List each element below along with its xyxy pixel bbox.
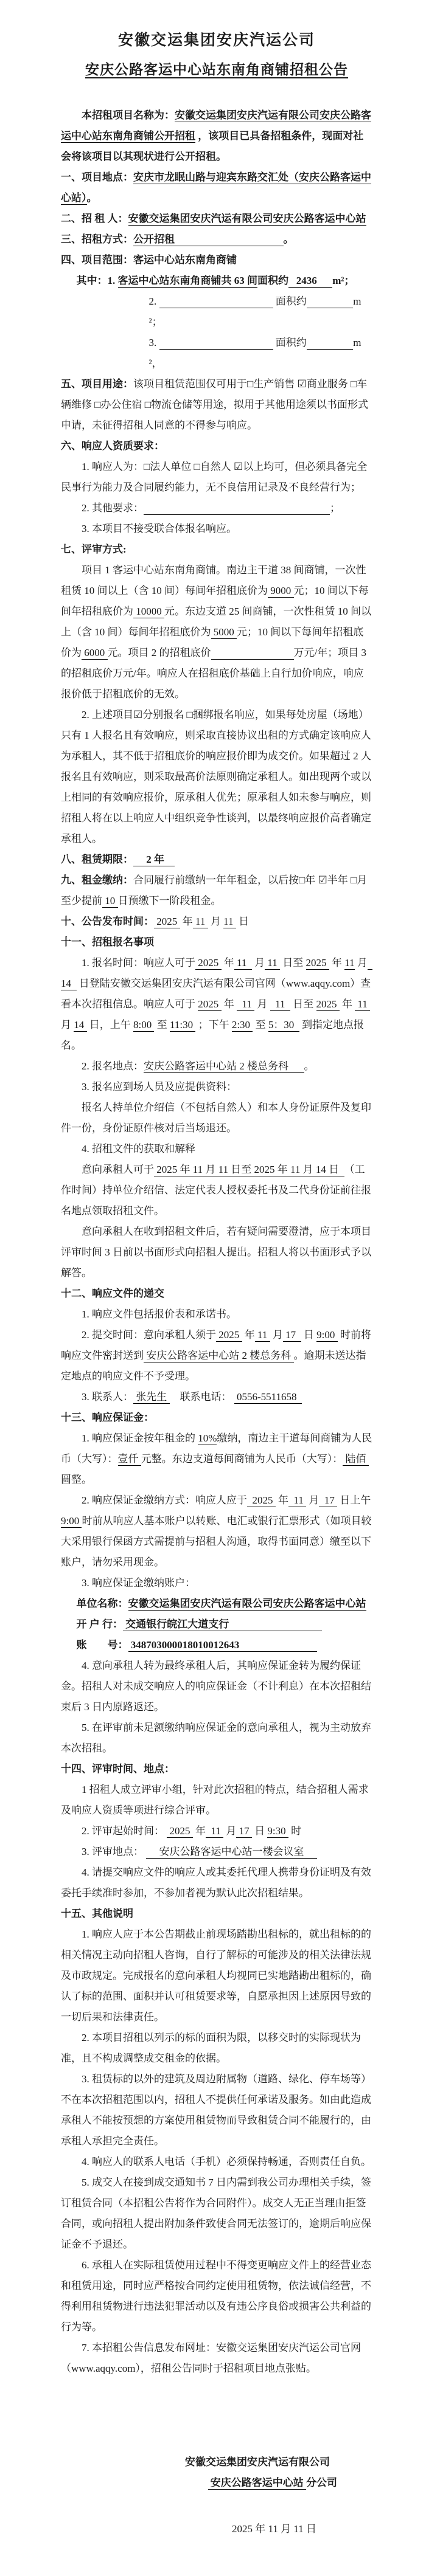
text-run: 3.: [148, 337, 159, 348]
section-4-scope: [61, 250, 372, 271]
text-run: 。: [86, 192, 97, 204]
section-12-response-docs: [61, 1283, 372, 1304]
deposit-item-5: [61, 1718, 372, 1759]
text-run: 十一、招租报名事项: [61, 936, 154, 948]
text-run: 11: [355, 998, 371, 1010]
text-run: 2025: [195, 957, 222, 969]
page-subtitle: 安庆公路客运中心站东南角商铺招租公告: [85, 61, 348, 77]
text-run: 4. 招租文件的获取和解释: [82, 1143, 195, 1155]
qualification-item-3: [61, 519, 372, 539]
text-run: 月: [306, 1494, 320, 1506]
response-docs-item-1: [61, 1304, 372, 1325]
text-run: 2. 本项目招租以列示的标的面积为限，以移交时的实际现状为准，且不构成调整成交租金的依据。: [61, 2032, 361, 2064]
text-run: 9:30: [267, 1825, 288, 1837]
signup-item-4: [61, 1139, 372, 1159]
account-number-line: [61, 1635, 372, 1656]
text-run: 11: [237, 998, 255, 1010]
qualification-item-2: [61, 498, 372, 519]
text-run: 3. 联系人：: [82, 1391, 133, 1403]
text-run: 九、租金缴纳：: [61, 874, 133, 886]
response-docs-item-2: [61, 1325, 372, 1387]
text-run: 6. 承租人在实际租赁使用过程中不得变更响应文件上的经营业态和租赁用途，同时应严格按合同约定使用租赁物，依法诚信经营，不得利用租赁物进行违法犯罪活动以及有违公序良俗或损害公共利益的行为等。: [61, 2259, 371, 2333]
footer-branch-line: [61, 2473, 372, 2493]
text-run: 圆整。: [61, 1474, 92, 1485]
review-method-item-2: [61, 705, 372, 849]
text-run: 七、评审方式:: [61, 544, 127, 555]
text-run: 2025: [216, 1329, 242, 1341]
text-run: 。: [304, 1060, 315, 1072]
text-run: 十四、评审时间、地点：: [61, 1763, 175, 1775]
text-run: 2. 其他要求：: [82, 502, 144, 514]
text-run: 日上午: [337, 1494, 374, 1506]
text-run: 2025: [198, 998, 222, 1010]
text-run: 1. 响应保证金按年租金的: [82, 1432, 198, 1444]
signup-item-3-detail: [61, 1097, 372, 1139]
text-run: 安庆公路客运中心站: [208, 2477, 306, 2488]
text-run: 2. 上述项目☑分别报名 □捆绑报名响应，如果每处房屋（场地）只有 1 人报名且有效响应，则采取直接协议出租的方式确定该响应人为承租人，其不低于招租底价的响应报价即为成交价。如果超过 2 人报名且有效响应，则采取最高价法原则确定承租人。如出现两个或以上相同的有效响应报价，原承租人优先；原承租人如未参与响应，则招租人将在以上响应人中组织竞争性谈判，以最终响应报价高者确定承租人。: [61, 709, 371, 844]
text-run: 缴纳，南边主干道每间商铺为人民币（大写）：: [61, 1432, 372, 1465]
text-run: 0556-5511658: [234, 1391, 302, 1403]
text-run: 4. 请提交响应文件的响应人或其委托代理人携带身份证明及有效委托手续准时参加，不参加者视为默认此次招租结果。: [61, 1866, 371, 1899]
text-run: 年: [221, 957, 234, 969]
text-run: 11: [254, 1329, 270, 1341]
section-3-method: [61, 229, 372, 250]
text-run: 日预缴下一阶段租金。: [117, 895, 222, 906]
account-bank-line: [61, 1614, 372, 1635]
text-run: 年: [221, 998, 237, 1010]
text-run: 至: [253, 1019, 268, 1031]
text-run: 面积约: [257, 275, 288, 286]
text-run: 5. 成交人在接到成交通知书 7 日内需到我公司办理相关手续，签订租赁合同（本招租公告将作为合同附件）。成交人无正当理由拒签合同，或向招租人提出附加条件致使合同无法签订的，逾期后响应保证金不予退还。: [61, 2177, 371, 2250]
other-note-5: [61, 2172, 372, 2255]
text-run: 十、公告发布时间：: [61, 916, 154, 927]
text-run: 意向承租人在收到招租文件后，若有疑问需要澄清，应于本项目评审时间 3 日前以书面形式向招租人提出。招租人将以书面形式予以解答。: [61, 1226, 371, 1279]
signup-item-3: [61, 1077, 372, 1097]
text-run: 日至: [290, 998, 316, 1010]
text-run: 月: [61, 998, 373, 1031]
other-note-6: [61, 2255, 372, 2338]
section-15-other-notes: [61, 1904, 372, 1924]
text-run: 十三、响应保证金：: [61, 1412, 154, 1423]
section-9-rent-payment: [61, 870, 372, 911]
section-6-qualification: [61, 436, 372, 457]
text-run: 至: [154, 1019, 170, 1031]
text-run: 3. 租赁标的以外的建筑及周边附属物（道路、绿化、停车场等）不在本次招租范围以内，招租人不提供任何承诺及服务。如由此造成承租人不能按预想的方案使用租赁物而导致租赁合同不能履行的，由承租人承担完全责任。: [61, 2073, 371, 2147]
section-14-review-time-place: [61, 1759, 372, 1780]
text-run: 客运中心站东南角商铺共 63 间: [117, 275, 257, 286]
text-run: 合同履行前缴纳一年年租金，以后按□年 ☑半年 □月至少提前: [61, 874, 368, 906]
text-run: 安庆市龙眠山路与迎宾东路交汇处（安庆公路客运中心站）: [61, 171, 371, 204]
text-run: 二、招 租 人：: [61, 213, 128, 224]
other-note-2: [61, 2028, 372, 2069]
text-run: 2. 评审起始时间：: [82, 1825, 167, 1837]
text-run: 月: [251, 957, 265, 969]
section-7-review-method: [61, 539, 372, 560]
text-run: 一、项目地点：: [61, 171, 133, 183]
text-run: 2:30: [231, 1019, 253, 1031]
text-run: 本招租项目名称为：: [82, 109, 175, 121]
text-run: [211, 647, 294, 660]
text-run: 十二、响应文件的递交: [61, 1288, 164, 1299]
scope-item-3: [61, 333, 372, 374]
review-method-item-1: [61, 560, 372, 705]
text-run: 元。东边支道 25 间商铺，一次性租赁 10 间以上（含 10 间）每间年招租底价为: [61, 606, 371, 638]
section-1-location: [61, 167, 372, 209]
other-note-7: [61, 2338, 372, 2379]
text-run: 安徽交运集团安庆汽运有限公司: [185, 2456, 330, 2468]
other-note-1: [61, 1924, 372, 2028]
text-run: 1. 响应人应于本公告期截止前现场踏勘出租标的，就出租标的的相关情况主动向招租人咨询，自行了解标的可能涉及的相关法律法规及市政规定。完成报名的意向承租人均视同已实地踏勘出租标的，确认了标的范围、面积并认可租赁要求等，自愿承担因上述原因导致的一切后果和法律责任。: [61, 1929, 371, 2023]
account-name-line: [61, 1594, 372, 1614]
text-run: 月: [270, 1329, 283, 1341]
section-10-announce-date: [61, 911, 372, 932]
text-run: 4. 响应人的联系人电话（手机）必须保持畅通，否则责任自负。: [82, 2156, 371, 2167]
text-run: 11: [223, 916, 236, 927]
text-run: 6000: [82, 647, 108, 658]
other-note-4: [61, 2152, 372, 2172]
text-run: 。逾期未送达指定地点的响应文件不予受理。: [61, 1350, 366, 1382]
text-run: 安徽交运集团安庆汽运有限公司安庆公路客运中心站: [128, 1598, 366, 1609]
text-run: [144, 502, 330, 515]
text-run: 安庆公路客运中心站一楼会议室: [146, 1846, 317, 1857]
text-run: 2 年: [133, 854, 175, 865]
text-run: 5000: [211, 626, 237, 638]
text-run: 时前将响应文件密封送到: [61, 1329, 371, 1361]
text-run: 六、响应人资质要求：: [61, 440, 164, 452]
text-run: 八、租赁期限：: [61, 854, 133, 865]
document-body: [61, 105, 372, 2540]
text-run: 五、项目用途：: [61, 378, 133, 390]
text-run: 2025 年 11 月 11 日: [232, 2523, 316, 2535]
text-run: 3. 响应保证金缴纳账户：: [82, 1577, 195, 1589]
text-run: 1. 响应人为：□法人单位 □自然人 ☑以上均可，但必须具备完全民事行为能力及合同履约能力，无不良信用记录及不良经营行为；: [61, 461, 368, 493]
text-run: 客运中心站东南角商铺: [133, 254, 237, 266]
section-13-deposit: [61, 1407, 372, 1428]
text-run: 。: [283, 233, 294, 245]
text-run: 3. 评审地点：: [82, 1846, 147, 1857]
text-run: 安徽交运集团安庆汽运有限公司安庆公路客运中心站: [128, 213, 366, 224]
text-run: 日: [251, 1825, 268, 1837]
text-run: 2025: [247, 1494, 276, 1506]
text-run: 面积约: [273, 337, 307, 348]
text-run: 报名人持单位介绍信（不包括自然人）和本人身份证原件及复印件一份，身份证原件核对后当场退还。: [61, 1102, 371, 1134]
text-run: 三、招租方式：: [61, 233, 133, 245]
text-run: 10%: [198, 1432, 217, 1444]
text-run: 14: [61, 957, 373, 989]
section-8-lease-term: [61, 849, 372, 870]
text-run: 年: [242, 1329, 255, 1341]
text-run: 单位名称：: [76, 1598, 128, 1609]
text-run: m²；: [148, 295, 361, 328]
signup-item-1: [61, 953, 372, 1056]
text-run: 到指定地点报名。: [61, 1019, 365, 1051]
text-run: 元；10 间以下每间年招租底价为: [61, 626, 364, 658]
text-run: 11: [344, 957, 355, 969]
text-run: 安庆公路客运中心站 2 楼总务科: [144, 1060, 304, 1072]
text-run: 日: [301, 1329, 317, 1341]
text-run: 月: [208, 916, 224, 927]
text-run: 2436: [288, 275, 333, 286]
section-2-lessor: [61, 209, 372, 229]
deposit-item-2: [61, 1490, 372, 1573]
text-run: 安庆公路客运中心站 2 楼总务科: [144, 1350, 294, 1361]
text-run: 张先生: [133, 1391, 170, 1403]
signup-item-2: [61, 1056, 372, 1077]
text-run: 月: [223, 1825, 237, 1837]
text-run: 9000: [268, 585, 294, 596]
text-run: 14: [74, 1019, 87, 1031]
text-run: 壹仟: [117, 1453, 141, 1465]
text-run: 面积约: [273, 295, 307, 307]
text-run: 日: [236, 916, 249, 927]
text-run: 其中：1.: [76, 275, 118, 286]
text-run: 2025: [167, 1825, 193, 1837]
review-item-4: [61, 1862, 372, 1904]
text-run: 7. 本招租公告信息发布网址：安徽交运集团安庆汽运公司官网（www.aqqy.com），招租公告同时于招租项目地点张贴。: [61, 2342, 361, 2374]
text-run: [159, 295, 273, 308]
text-run: 月: [354, 957, 368, 969]
text-run: ，该项目已具备招租条件，现面对社会将该项目以其现状进行公开招租。: [61, 130, 364, 162]
text-run: 3. 报名应到场人员及应提供资料：: [82, 1081, 237, 1093]
text-run: 十五、其他说明: [61, 1908, 133, 1919]
text-run: 万元/年；项目 3 的招租底价万元/年。响应人在招租底价基础上自行加价响应，响应报价低于招租底价的无效。: [61, 647, 369, 700]
text-run: 年: [275, 1494, 288, 1506]
text-run: 时前从响应人基本账户以转账、电汇或银行汇票形式（如项目较大采用银行保函方式需提前与招租人沟通，取得书面同意）缴至以下账户，请勿采用现金。: [61, 1515, 372, 1568]
text-run: 时: [288, 1825, 302, 1837]
text-run: 10: [102, 895, 118, 906]
text-run: 年: [339, 998, 355, 1010]
text-run: 2. 提交时间：意向承租人须于: [82, 1329, 216, 1341]
text-run: 年: [180, 916, 193, 927]
text-run: 4. 意向承租人转为最终承租人后，其响应保证金转为履约保证金。招租人对未成交响应人的响应保证金（不计利息）在本次招租结束后 3 日内原路返还。: [61, 1660, 371, 1713]
text-run: [159, 337, 273, 350]
text-run: 11: [206, 1825, 224, 1837]
text-run: 年: [192, 1825, 206, 1837]
text-run: 1. 报名时间：响应人可于: [82, 957, 195, 969]
text-run: 2.: [148, 295, 159, 307]
text-run: 2025: [316, 998, 340, 1010]
text-run: 月: [254, 998, 270, 1010]
text-run: 11: [265, 957, 280, 969]
text-run: 日至: [280, 957, 306, 969]
text-run: 1 招租人成立评审小组，针对此次招租的特点，结合招租人需求及响应人资质等项进行综合评审。: [61, 1784, 369, 1816]
text-run: 5. 在评审前未足额缴纳响应保证金的意向承租人，视为主动放弃本次招租。: [61, 1722, 371, 1754]
text-run: 10000: [133, 606, 164, 617]
text-run: 9:00: [61, 1515, 82, 1527]
text-run: 联系电话：: [169, 1391, 234, 1403]
text-run: 日登陆安徽交运集团安庆汽运有限公司官网（www.aqqy.com）查看本次招租信息。响应人可于: [61, 978, 371, 1010]
text-run: 11: [192, 916, 208, 927]
text-run: [307, 295, 354, 308]
text-run: ；: [330, 502, 340, 514]
text-run: 5：30: [268, 1019, 299, 1031]
review-item-3: [61, 1842, 372, 1862]
text-run: 9:00: [316, 1329, 338, 1341]
signup-item-4-detail-2: [61, 1221, 372, 1283]
text-run: 开 户 行：: [76, 1618, 123, 1630]
text-run: 2025: [306, 957, 329, 969]
text-run: 安徽交运集团安庆汽运有限公司安庆公路客运中心站东南角商铺公开招租: [61, 109, 371, 142]
other-note-3: [61, 2069, 372, 2152]
footer-company-line: [61, 2452, 372, 2473]
text-run: m²，: [148, 337, 361, 369]
text-run: 2025: [154, 916, 180, 927]
review-item-1: [61, 1780, 372, 1821]
text-run: [307, 337, 354, 350]
text-run: 11: [270, 998, 290, 1010]
scope-item-2: [61, 291, 372, 333]
deposit-item-4: [61, 1656, 372, 1718]
text-run: 2025 年 11 月 11 日至 2025 年 11 月 14 日: [154, 1164, 344, 1175]
text-run: ；下午: [195, 1019, 232, 1031]
footer-date-line: [61, 2519, 372, 2540]
text-run: 11: [234, 957, 252, 969]
section-5-usage: [61, 374, 372, 436]
text-run: 2. 响应保证金缴纳方式：响应人应于: [82, 1494, 247, 1506]
text-run: 日，上午: [86, 1019, 133, 1031]
review-item-2: [61, 1821, 372, 1842]
text-run: 项目 1 客运中心站东南角商铺。南边主干道 38 间商铺，一次性租赁 10 间以上（含 10 间）每间年招租底价为: [61, 564, 366, 596]
text-run: 公开招租: [133, 233, 175, 245]
text-run: 8:00: [133, 1019, 155, 1031]
text-run: 11: [288, 1494, 307, 1506]
text-run: （工作时间）持单位介绍信、法定代表人授权委托书及二代身份证前往报名地点领取招租文件。: [61, 1164, 371, 1217]
text-run: 11:30: [169, 1019, 196, 1031]
response-docs-item-3: [61, 1387, 372, 1407]
text-run: 元；10 间以下每间年招租底价为: [61, 585, 369, 617]
text-run: 该项目租赁范围仅可用于□生产销售 ☑商业服务 □车辆维修 □办公住宿 □物流仓储等用途，拟用于其他用途须以书面形式申请，未征得招租人同意的不得参与响应。: [61, 378, 369, 431]
deposit-item-3: [61, 1573, 372, 1594]
section-11-signup: [61, 932, 372, 953]
text-run: 元。项目 2 的招租底价: [107, 647, 211, 658]
page-title: 安徽交运集团安庆汽运公司: [117, 32, 315, 49]
text-run: 账 号：: [76, 1639, 128, 1651]
text-run: 交通银行皖江大道支行: [123, 1618, 323, 1630]
text-run: 17: [319, 1494, 338, 1506]
text-run: 陆佰: [343, 1453, 369, 1465]
text-run: 意向承租人可于: [82, 1164, 154, 1175]
text-run: 17: [282, 1329, 301, 1341]
text-run: 3. 本项目不接受联合体报名响应。: [82, 523, 237, 534]
text-run: 2. 报名地点：: [82, 1060, 144, 1072]
deposit-item-1: [61, 1428, 372, 1490]
signup-item-4-detail-1: [61, 1159, 372, 1221]
text-run: m²；: [332, 275, 355, 286]
text-run: 分公司: [306, 2477, 337, 2488]
scope-item-1: [61, 271, 372, 291]
intro-paragraph: [61, 105, 372, 167]
text-run: 17: [236, 1825, 252, 1837]
text-run: 元整。东边支道每间商铺为人民币（大写）：: [141, 1453, 343, 1465]
text-run: [175, 233, 284, 246]
text-run: 348703000018010012643: [128, 1639, 317, 1651]
text-run: 四、项目范围：: [61, 254, 133, 266]
text-run: 1. 响应文件包括报价表和承诺书。: [82, 1308, 237, 1320]
text-run: 年: [329, 957, 345, 969]
qualification-item-1: [61, 457, 372, 498]
